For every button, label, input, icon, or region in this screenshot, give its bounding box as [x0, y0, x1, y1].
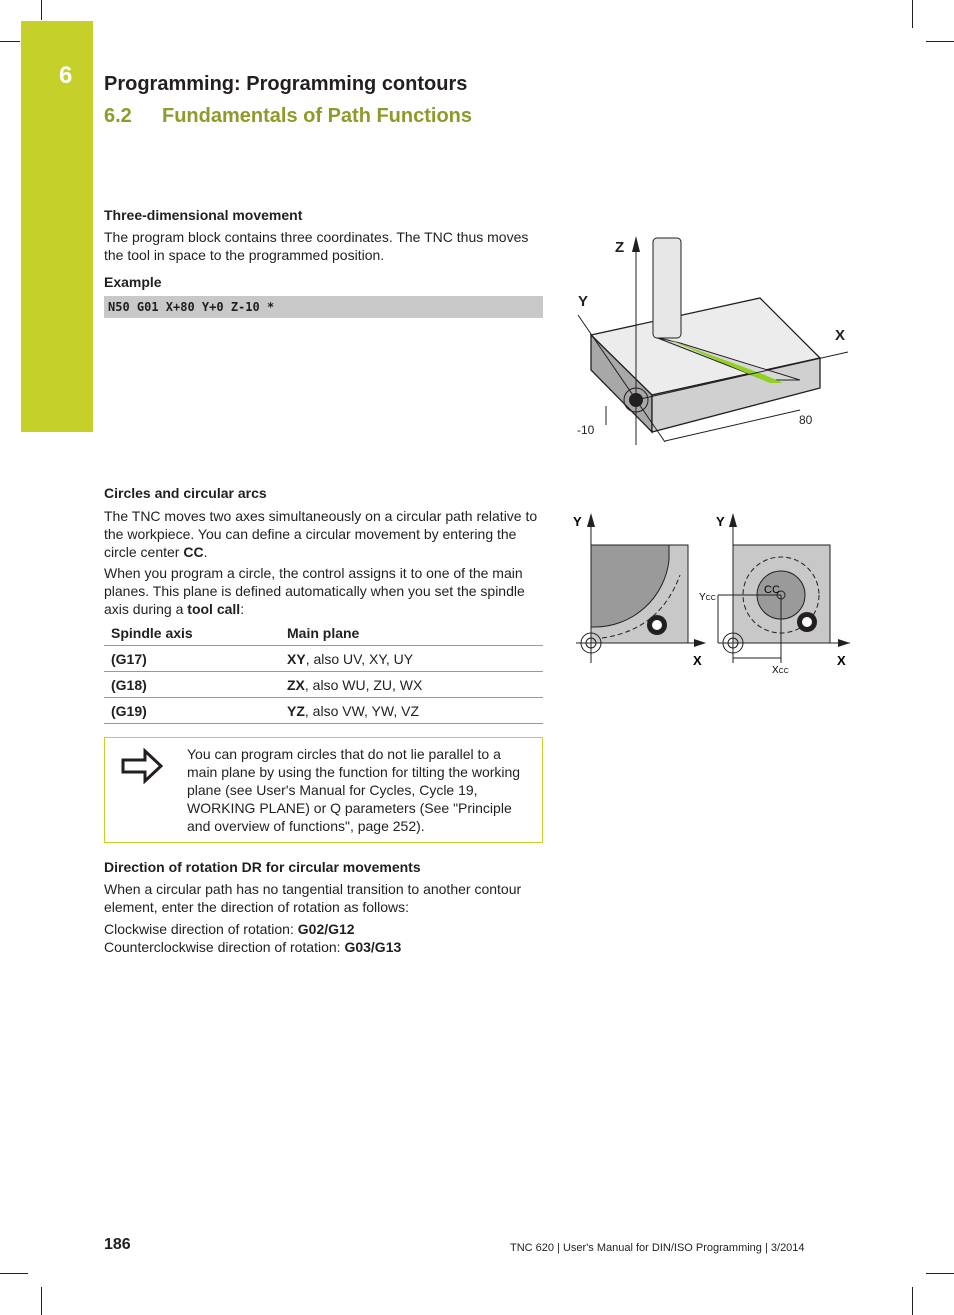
- circles-para2: When you program a circle, the control assigns it to one of the main planes. This plane is defined automatically when you set the spindle axis during a tool call:: [104, 565, 525, 617]
- 3d-movement-figure: [570, 230, 860, 450]
- arrow-right-icon: [121, 748, 165, 784]
- example-heading: Example: [104, 274, 162, 290]
- fig2-x-label: X: [837, 653, 846, 668]
- cc-label: CC: [764, 584, 780, 596]
- length-label: 80: [799, 413, 813, 427]
- axis-z-label: Z: [615, 239, 625, 256]
- xcc-label: XCC: [772, 665, 789, 676]
- circles-para1: The TNC moves two axes simultaneously on a circular path relative to the workpiece. You can define a circular movement by entering the circle center CC.: [104, 508, 538, 560]
- section-title: [104, 105, 472, 128]
- rotation-text: When a circular path has no tangential transition to another contour element, enter the direction of rotation as follows:: [104, 881, 522, 915]
- note-text: You can program circles that do not lie parallel to a main plane by using the function for tilting the working plane (see User's Manual for Cycles, Cycle 19, WORKING PLANE) or Q parameters (See "Principle and overview of functions", page 252).: [187, 746, 521, 834]
- fig2-y-label: Y: [716, 514, 725, 529]
- table-row: (G19) YZ, also VW, YW, VZ: [104, 698, 543, 724]
- heading-circles: Circles and circular arcs: [104, 485, 267, 501]
- col-header-axis: Spindle axis: [104, 620, 280, 646]
- page-number: 186: [104, 1236, 131, 1253]
- chapter-number: 6: [59, 62, 73, 89]
- fig1-x-label: X: [693, 653, 702, 668]
- code-example: N50 G01 X+80 Y+0 Z-10 *: [104, 296, 543, 318]
- table-row: (G18) ZX, also WU, ZU, WX: [104, 672, 543, 698]
- circle-figures: [570, 505, 860, 680]
- text-3d: The program block contains three coordinates. The TNC thus moves the tool in space to the programmed position.: [104, 229, 529, 263]
- ccw-line: Counterclockwise direction of rotation: G03/G13: [104, 939, 402, 955]
- axis-y-label: Y: [578, 293, 589, 310]
- heading-rotation: Direction of rotation DR for circular movements: [104, 859, 421, 875]
- axis-x-label: X: [835, 327, 846, 344]
- footer-text: TNC 620 | User's Manual for DIN/ISO Programming | 3/2014: [510, 1242, 805, 1254]
- ycc-label: YCC: [699, 592, 716, 603]
- heading-3d: Three-dimensional movement: [104, 207, 303, 223]
- note-box: [104, 737, 543, 843]
- fig1-y-label: Y: [573, 514, 582, 529]
- table-row: (G17) XY, also UV, XY, UY: [104, 646, 543, 672]
- depth-label: -10: [577, 423, 595, 437]
- cw-line: Clockwise direction of rotation: G02/G12: [104, 921, 355, 937]
- plane-table: [104, 620, 543, 724]
- milling-tool: [653, 238, 681, 338]
- section-number: 6.2: [104, 105, 132, 127]
- col-header-plane: Main plane: [280, 620, 543, 646]
- section-name: Fundamentals of Path Functions: [162, 105, 473, 127]
- chapter-title: Programming: Programming contours: [104, 73, 468, 95]
